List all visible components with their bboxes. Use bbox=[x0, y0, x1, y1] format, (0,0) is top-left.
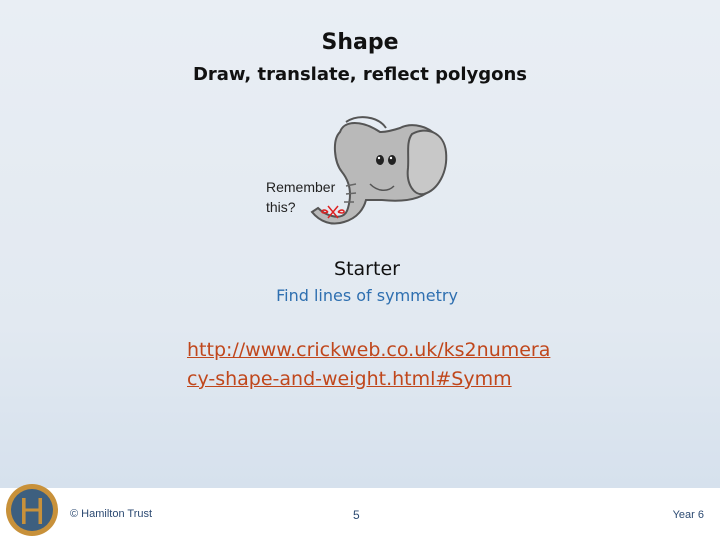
slide-subtitle: Draw, translate, reflect polygons bbox=[192, 64, 528, 85]
hamilton-logo-icon bbox=[4, 480, 60, 538]
logo-letter: H bbox=[18, 492, 46, 533]
slide-title: Shape bbox=[321, 30, 399, 55]
page-number: 5 bbox=[353, 508, 360, 522]
image-caption: Remember this? bbox=[266, 179, 336, 215]
starter-link[interactable]: http://www.crickweb.co.uk/ks2numeracy-shape-and-weight.html#Symm bbox=[187, 339, 551, 390]
copyright-text: © Hamilton Trust bbox=[70, 508, 153, 520]
starter-heading: Starter bbox=[334, 258, 400, 280]
year-group: Year 6 bbox=[672, 509, 704, 521]
starter-task: Find lines of symmetry bbox=[276, 286, 458, 305]
